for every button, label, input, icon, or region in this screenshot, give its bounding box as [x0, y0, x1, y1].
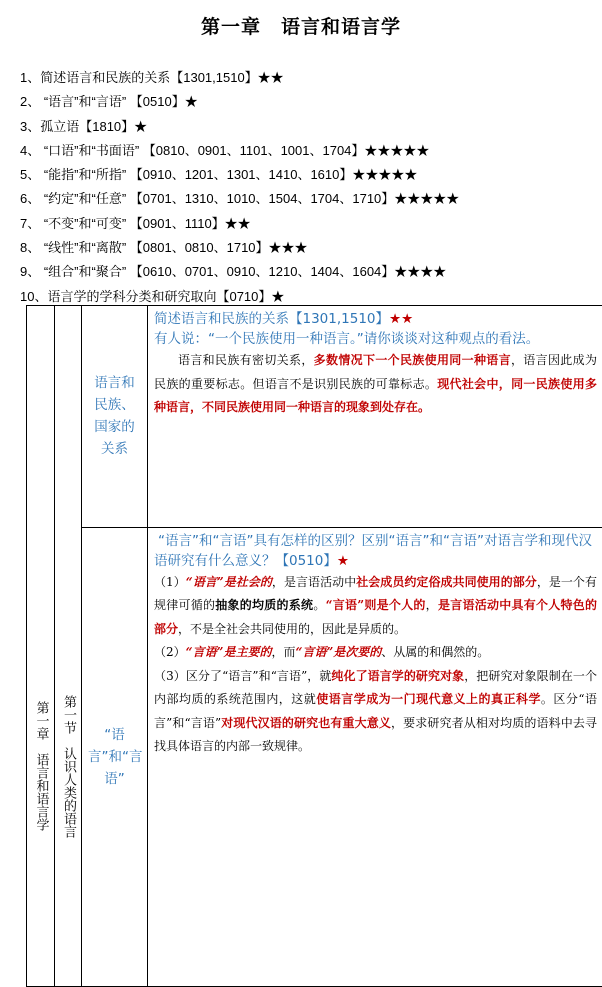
answer-text: ，是一个有规律可循的 [154, 575, 597, 613]
answer-text: 。 [313, 598, 325, 612]
star-rating: ★★ [389, 311, 413, 327]
answer-keypoint: 现代社会中，同一民族使用多种语言，不同民族使用同一种语言的现象到处存在。 [154, 377, 597, 415]
answer-text: ， [426, 598, 438, 612]
answer-keypoint: “言语”是次要的 [295, 645, 381, 659]
answer-paragraph [154, 349, 597, 420]
answer-keypoint: “言语”是主要的 [186, 645, 272, 659]
answer-text: ，把研究对象限制在一个内部均质的系统范围内，这就 [154, 669, 597, 707]
notes-table [26, 305, 602, 987]
answer-text: （2） [154, 645, 186, 659]
answer-paragraph [154, 665, 597, 759]
question-list-item: 3、孤立语【1810】★ [20, 115, 595, 139]
answer-keypoint: 多数情况下一个民族使用同一种语言 [314, 353, 511, 367]
answer-paragraph [154, 641, 597, 665]
question-list-item: 2、 “语言”和“言语” 【0510】★ [20, 90, 595, 114]
answer-keypoint: 使语言学成为一门现代意义上的真正科学 [316, 692, 541, 706]
answer-keypoint: 是言语活动中具有个人特色的部分 [154, 598, 597, 636]
chapter-cell [27, 306, 55, 987]
chapter-label: 第一章 语言和语言学 [33, 306, 49, 986]
question-list-item: 10、语言学的学科分类和研究取向【0710】★ [20, 285, 595, 309]
answer-text: ，是言语活动中 [272, 575, 356, 589]
answer-text: （1） [154, 575, 186, 589]
question-list-item: 5、 “能指”和“所指” 【0910、1201、1301、1410、1610】★★★★★ [20, 163, 595, 187]
question-list [20, 66, 595, 309]
answer-keypoint: 社会成员约定俗成共同使用的部分 [356, 575, 537, 589]
question-list-item: 9、 “组合”和“聚合” 【0610、0701、0910、1210、1404、1604】★★★★ [20, 260, 595, 284]
answer-text: ，不是全社会共同使用的，因此是异质的。 [178, 622, 406, 636]
answer-text: （3）区分了“语言”和“言语”，就 [154, 669, 331, 683]
star-rating: ★ [337, 553, 349, 569]
question-list-item: 4、 “口语”和“书面语” 【0810、0901、1101、1001、1704】★★★★★ [20, 139, 595, 163]
answer-text: 语言和民族有密切关系， [178, 353, 314, 367]
question-list-item: 1、简述语言和民族的关系【1301,1510】★★ [20, 66, 595, 90]
question-list-item: 8、 “线性”和“离散” 【0801、0810、1710】★★★ [20, 236, 595, 260]
answer-paragraph [154, 571, 597, 642]
answer-cell-language-speech [148, 527, 602, 986]
answer-text: ，而 [271, 645, 295, 659]
answer-text: 。区分“语言”和“言语” [154, 692, 597, 730]
answer-cell-language-nation [148, 306, 602, 528]
answer-text: ，要求研究者从相对均质的语料中去寻找具体语言的内部一致规律。 [154, 716, 597, 754]
answer-text: ，语言因此成为民族的重要标志。但语言不是识别民族的可靠标志。 [154, 353, 597, 391]
topic-cell-language-nation: 语言和民族、国家的关系 [82, 306, 148, 528]
section-cell [55, 306, 82, 987]
answer-keypoint: 对现代汉语的研究也有重大意义 [221, 716, 391, 730]
answer-text: 、从属的和偶然的。 [381, 645, 489, 659]
question-list-item: 7、 “不变”和“可变” 【0901、1110】★★ [20, 212, 595, 236]
answer-emphasis: 抽象的均质的系统 [215, 598, 313, 612]
answer-keypoint: “语言”是社会的 [186, 575, 272, 589]
question-title-text: “语言”和“言语”具有怎样的区别？区别“语言”和“言语”对语言学和现代汉语研究有什么意义？【0510】 [154, 533, 592, 569]
page-title: 第一章 语言和语言学 [0, 12, 602, 39]
section-label: 第一节 认识人类的语言 [60, 306, 76, 986]
question-prompt: 有人说：“一个民族使用一种语言。”请你谈谈对这种观点的看法。 [154, 329, 597, 349]
question-title [154, 531, 597, 571]
question-title [154, 309, 597, 329]
answer-keypoint: “言语”则是个人的 [326, 598, 426, 612]
question-title-text: 简述语言和民族的关系【1301,1510】 [154, 311, 389, 327]
answer-keypoint: 纯化了语言学的研究对象 [331, 669, 464, 683]
question-list-item: 6、 “约定”和“任意” 【0701、1310、1010、1504、1704、1710】★★★★★ [20, 187, 595, 211]
topic-cell-language-speech: “语言”和“言语” [82, 527, 148, 986]
